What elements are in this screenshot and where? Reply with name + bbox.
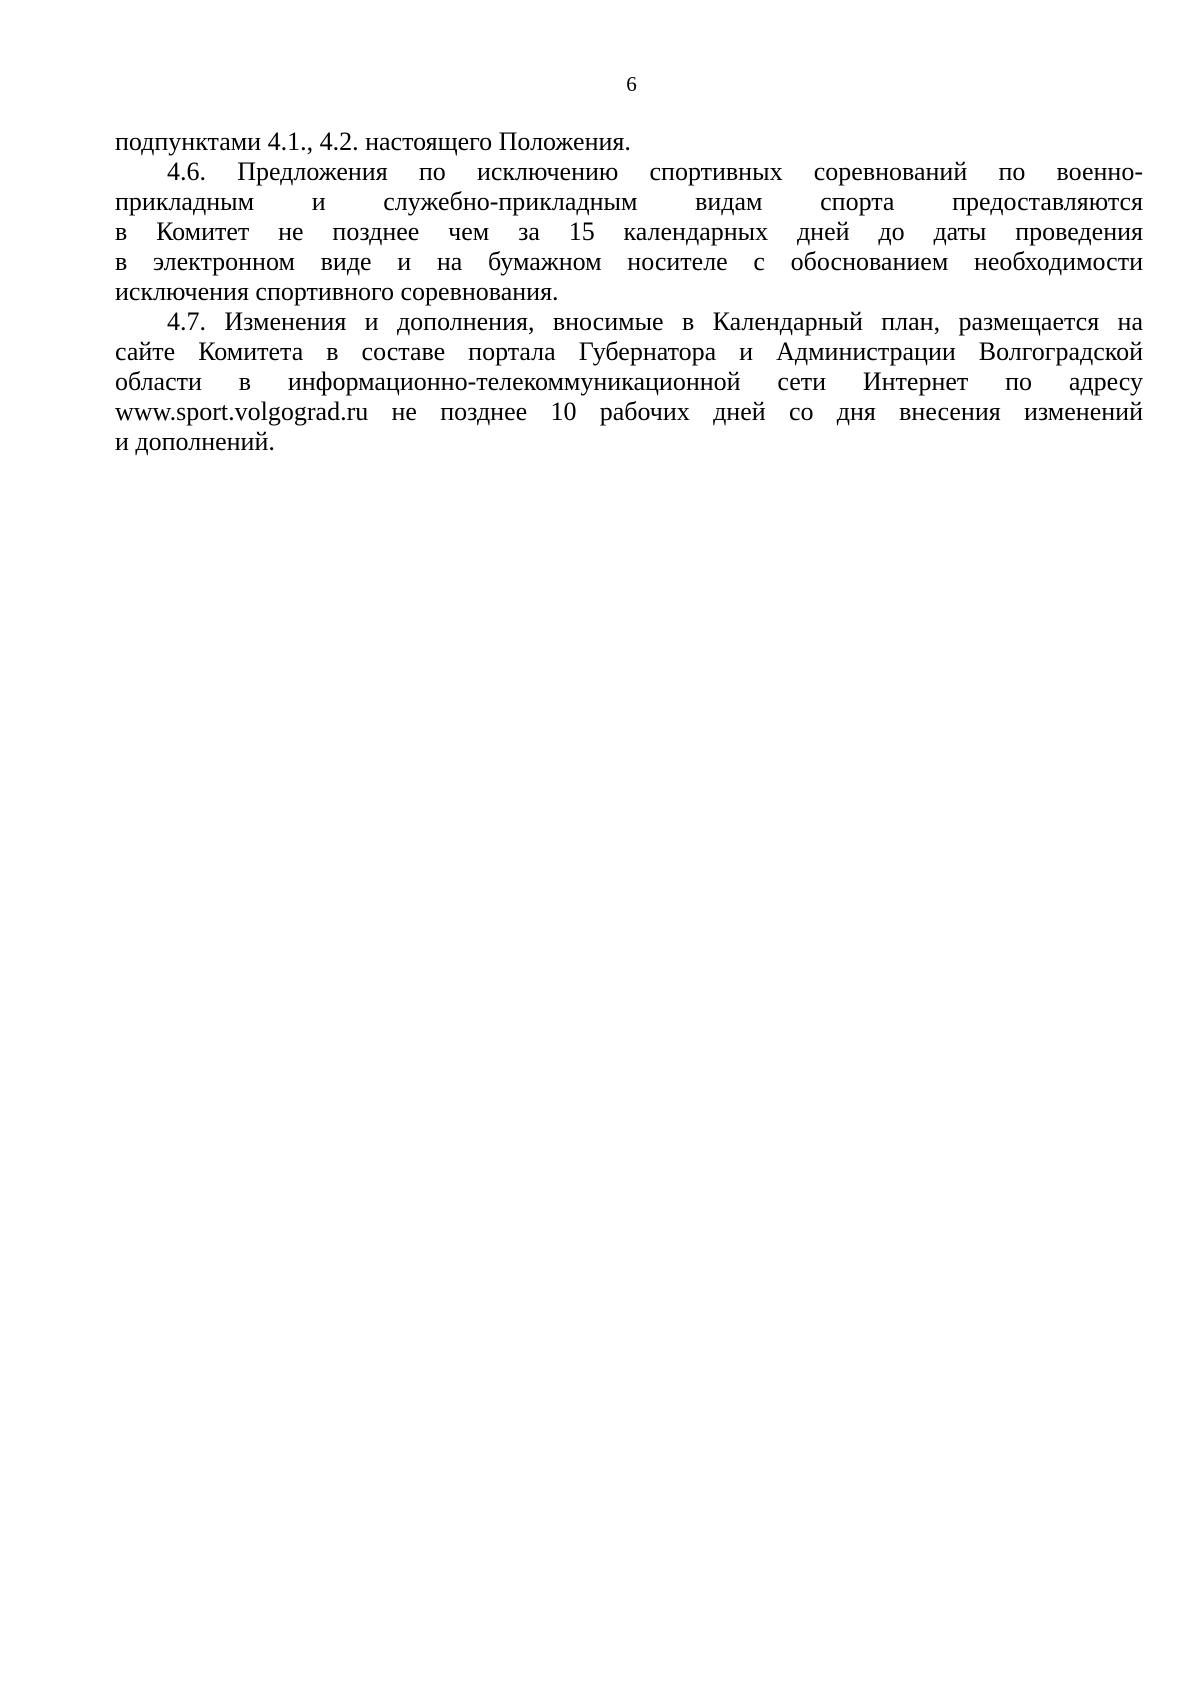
text-line: в электронном виде и на бумажном носителе с обоснованием необходимости [115, 247, 1143, 276]
text-line: 4.7. Изменения и дополнения, вносимые в Календарный план, размещается на [167, 307, 1143, 336]
paragraph-continuation [115, 127, 1143, 157]
paragraph-clause-4-7 [115, 307, 1143, 457]
text-line: подпунктами 4.1., 4.2. настоящего Положения. [115, 127, 631, 156]
text-line: в Комитет не позднее чем за 15 календарных дней до даты проведения [115, 217, 1143, 246]
text-line: и дополнений. [115, 427, 275, 456]
page-number: 6 [626, 72, 637, 96]
text-line: прикладным и служебно-прикладным видам спорта предоставляются [115, 187, 1143, 216]
text-line: области в информационно-телекоммуникационной сети Интернет по адресу [115, 367, 1143, 396]
text-line: 4.6. Предложения по исключению спортивных соревнований по военно- [167, 157, 1143, 186]
text-line: www.sport.volgograd.ru не позднее 10 рабочих дней со дня внесения изменений [115, 397, 1143, 426]
text-line: исключения спортивного соревнования. [115, 277, 559, 306]
paragraph-clause-4-6 [115, 157, 1143, 307]
text-line: сайте Комитета в составе портала Губернатора и Администрации Волгоградской [115, 337, 1143, 366]
document-body [115, 127, 1143, 457]
